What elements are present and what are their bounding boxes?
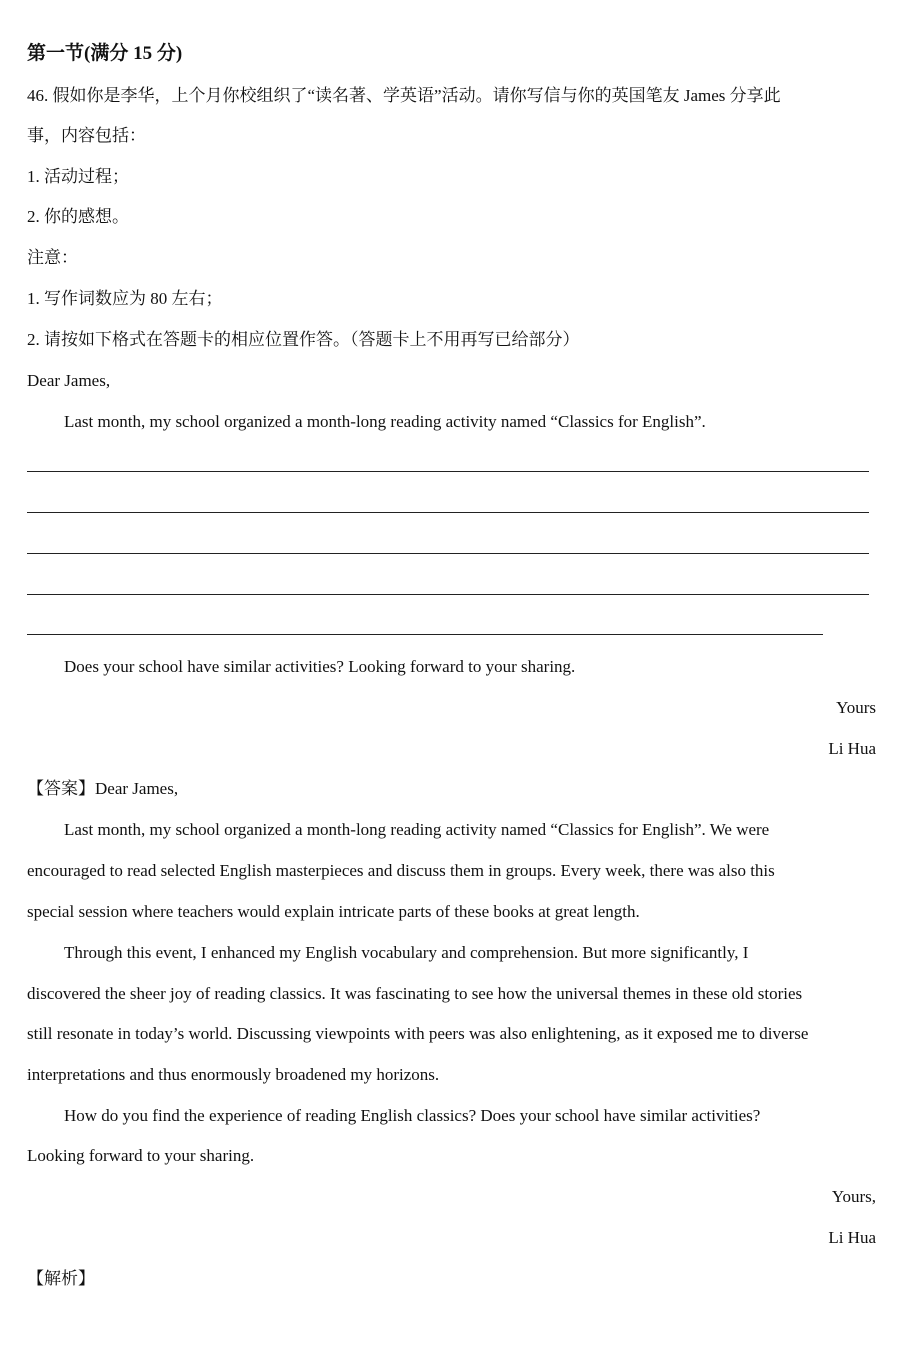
section-title: 第一节(满分 15 分): [27, 43, 183, 64]
template-signoff: Yours: [836, 698, 876, 717]
template-name: Li Hua: [828, 739, 876, 758]
writing-line: [27, 594, 869, 595]
question-line-2: 事，内容包括：: [27, 126, 146, 145]
answer-line: special session where teachers would explain intricate parts of these books at great length.: [27, 902, 640, 921]
template-opening: Last month, my school organized a month-long reading activity named “Classics for English”.: [64, 412, 706, 431]
writing-line: [27, 512, 869, 513]
content-point-2: 2. 你的感想。: [27, 207, 129, 226]
answer-line: interpretations and thus enormously broadened my horizons.: [27, 1065, 440, 1084]
note-label: 注意：: [27, 248, 78, 267]
answer-name: Li Hua: [828, 1228, 876, 1247]
question-line-1: 46. 假如你是李华，上个月你校组织了“读名著、学英语”活动。请你写信与你的英国笔友 James 分享此: [27, 86, 781, 105]
answer-line: Looking forward to your sharing.: [27, 1146, 255, 1165]
answer-line: Last month, my school organized a month-long reading activity named “Classics for English”. We were: [64, 820, 770, 839]
answer-signoff: Yours,: [831, 1187, 876, 1206]
writing-line: [27, 634, 823, 635]
answer-greeting: Dear James,: [95, 779, 179, 798]
writing-line: [27, 553, 869, 554]
answer-line: Through this event, I enhanced my English vocabulary and comprehension. But more significantly, I: [64, 943, 749, 962]
template-closing: Does your school have similar activities? Looking forward to your sharing.: [64, 657, 576, 676]
content-point-1: 1. 活动过程；: [27, 167, 129, 186]
answer-label: 【答案】: [27, 779, 95, 798]
answer-line: How do you find the experience of reading English classics? Does your school have similar activities?: [64, 1106, 761, 1125]
answer-line: still resonate in today’s world. Discussing viewpoints with peers was also enlightening, as it exposed me to diverse: [27, 1024, 809, 1043]
analysis-label: 【解析】: [27, 1269, 95, 1288]
writing-line: [27, 471, 869, 472]
note-1: 1. 写作词数应为 80 左右；: [27, 289, 223, 308]
template-greeting: Dear James,: [27, 371, 111, 390]
note-2: 2. 请按如下格式在答题卡的相应位置作答。（答题卡上不用再写已给部分）: [27, 330, 580, 349]
answer-line: encouraged to read selected English masterpieces and discuss them in groups. Every week, there was also this: [27, 861, 775, 880]
answer-line: discovered the sheer joy of reading classics. It was fascinating to see how the universal themes in these old stories: [27, 984, 803, 1003]
answer-first-line: [27, 778, 178, 800]
